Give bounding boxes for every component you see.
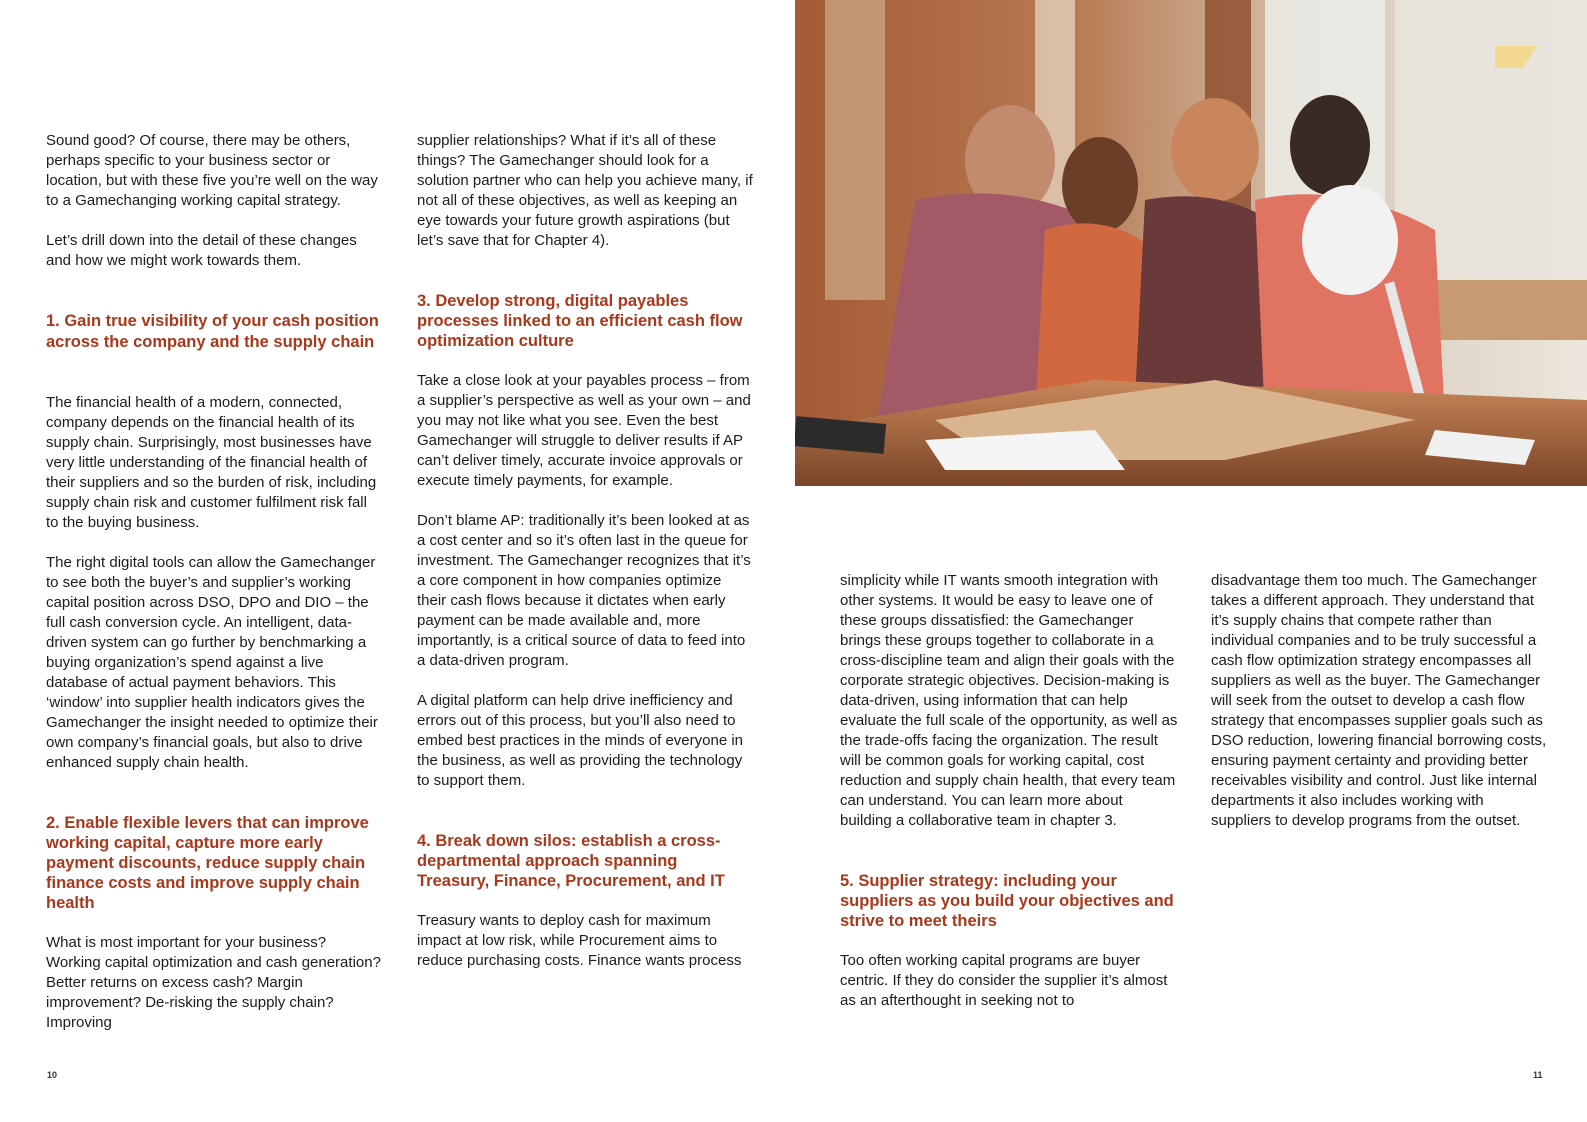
team-collaborating-photo <box>795 0 1587 486</box>
photo-illustration <box>795 0 1587 486</box>
section-heading-2: 2. Enable flexible levers that can improve working capital, capture more early payment discounts, reduce supply chain finance costs and improve supply chain health <box>46 814 369 912</box>
section-2-paragraph-1: What is most important for your business? Working capital optimization and cash generation? Better returns on excess cash? Margin improvement? De-risking the supply chain? Improving <box>46 934 381 1031</box>
section-4-paragraph-1: Treasury wants to deploy cash for maximum impact at low risk, while Procurement aims to reduce purchasing costs. Finance wants process <box>417 912 742 969</box>
left-column-2 <box>417 131 753 991</box>
section-heading-1: 1. Gain true visibility of your cash position across the company and the supply chain <box>46 312 379 351</box>
section-3-paragraph-2: Don’t blame AP: traditionally it’s been looked at as a cost center and so it’s often last in the queue for investment. The Gamechanger recognizes that it’s a core component in how companies optimize their cash flows because it dictates when early payment can be made available and, more importantly, is a critical source of data to feed into a data-driven program. <box>417 512 751 669</box>
section-heading-4: 4. Break down silos: establish a cross-departmental approach spanning Treasury, Finance, Procurement, and IT <box>417 832 725 890</box>
section-5-paragraph-2: disadvantage them too much. The Gamechanger takes a different approach. They understand that it’s supply chains that compete rather than individual companies and to be truly successful a cash flow optimization strategy encompasses all suppliers as well as the buyer. The Gamechanger will seek from the outset to develop a cash flow strategy that encompasses supplier goals such as DSO reduction, lowering financial borrowing costs, ensuring payment certainty and providing better receivables visibility and control. Just like internal departments it also includes working with suppliers to develop programs from the outset. <box>1211 572 1547 829</box>
left-column-1 <box>46 131 381 1053</box>
right-column-2 <box>1211 571 1547 851</box>
section-3-paragraph-1: Take a close look at your payables process – from a supplier’s perspective as well as your own – and you may not like what you see. Even the best Gamechanger will struggle to deliver results if AP can’t deliver timely, accurate invoice approvals or execute timely payments, for example. <box>417 372 751 489</box>
section-4-paragraph-2: simplicity while IT wants smooth integration with other systems. It would be easy to leave one of these groups dissatisfied: the Gamechanger brings these groups together to collaborate in a cross-discipline team and align their goals with the corporate strategic objectives. Decision-making is data-driven, using information that can help evaluate the full scale of the opportunity, as well as the trade-offs facing the organization. The result will be common goals for working capital, cost reduction and supply chain health, that every team can understand. You can learn more about building a collaborative team in chapter 3. <box>840 572 1178 829</box>
intro-paragraph-2: Let’s drill down into the detail of these changes and how we might work towards them. <box>46 232 357 269</box>
right-column-1 <box>840 571 1178 1031</box>
section-3-paragraph-3: A digital platform can help drive inefficiency and errors out of this process, but you’ll also need to embed best practices in the minds of everyone in the business, as well as providing the technology to support them. <box>417 692 744 789</box>
intro-paragraph-1: Sound good? Of course, there may be others, perhaps specific to your business sector or location, but with these five you’re well on the way to a Gamechanging working capital strategy. <box>46 132 378 209</box>
section-5-paragraph-1: Too often working capital programs are buyer centric. If they do consider the supplier it’s almost as an afterthought in seeking not to <box>840 952 1168 1009</box>
section-1-paragraph-1: The financial health of a modern, connected, company depends on the financial health of its supply chain. Surprisingly, most businesses have very little understanding of the financial health of their suppliers and so the burden of risk, including supply chain risk and customer fulfilment risk fall to the buying business. <box>46 394 377 531</box>
page-number-right: 11 <box>1533 1070 1543 1080</box>
section-heading-5: 5. Supplier strategy: including your suppliers as you build your objectives and strive to meet theirs <box>840 872 1174 930</box>
section-2-paragraph-2: supplier relationships? What if it’s all of these things? The Gamechanger should look for a solution partner who can help you achieve many, if not all of these objectives, as well as keeping an eye towards your future growth aspirations (but let’s save that for Chapter 4). <box>417 132 753 249</box>
page-number-left: 10 <box>47 1070 58 1080</box>
section-1-paragraph-2: The right digital tools can allow the Gamechanger to see both the buyer’s and supplier’s working capital position across DSO, DPO and DIO – the full cash conversion cycle. An intelligent, data-driven system can go further by benchmarking a buying organization’s spend against a live database of actual payment behaviors. This ‘window’ into supplier health indicators gives the Gamechanger the insight needed to optimize their own company’s financial goals, but also to drive enhanced supply chain health. <box>46 554 378 771</box>
section-heading-3: 3. Develop strong, digital payables processes linked to an efficient cash flow optimization culture <box>417 292 743 350</box>
